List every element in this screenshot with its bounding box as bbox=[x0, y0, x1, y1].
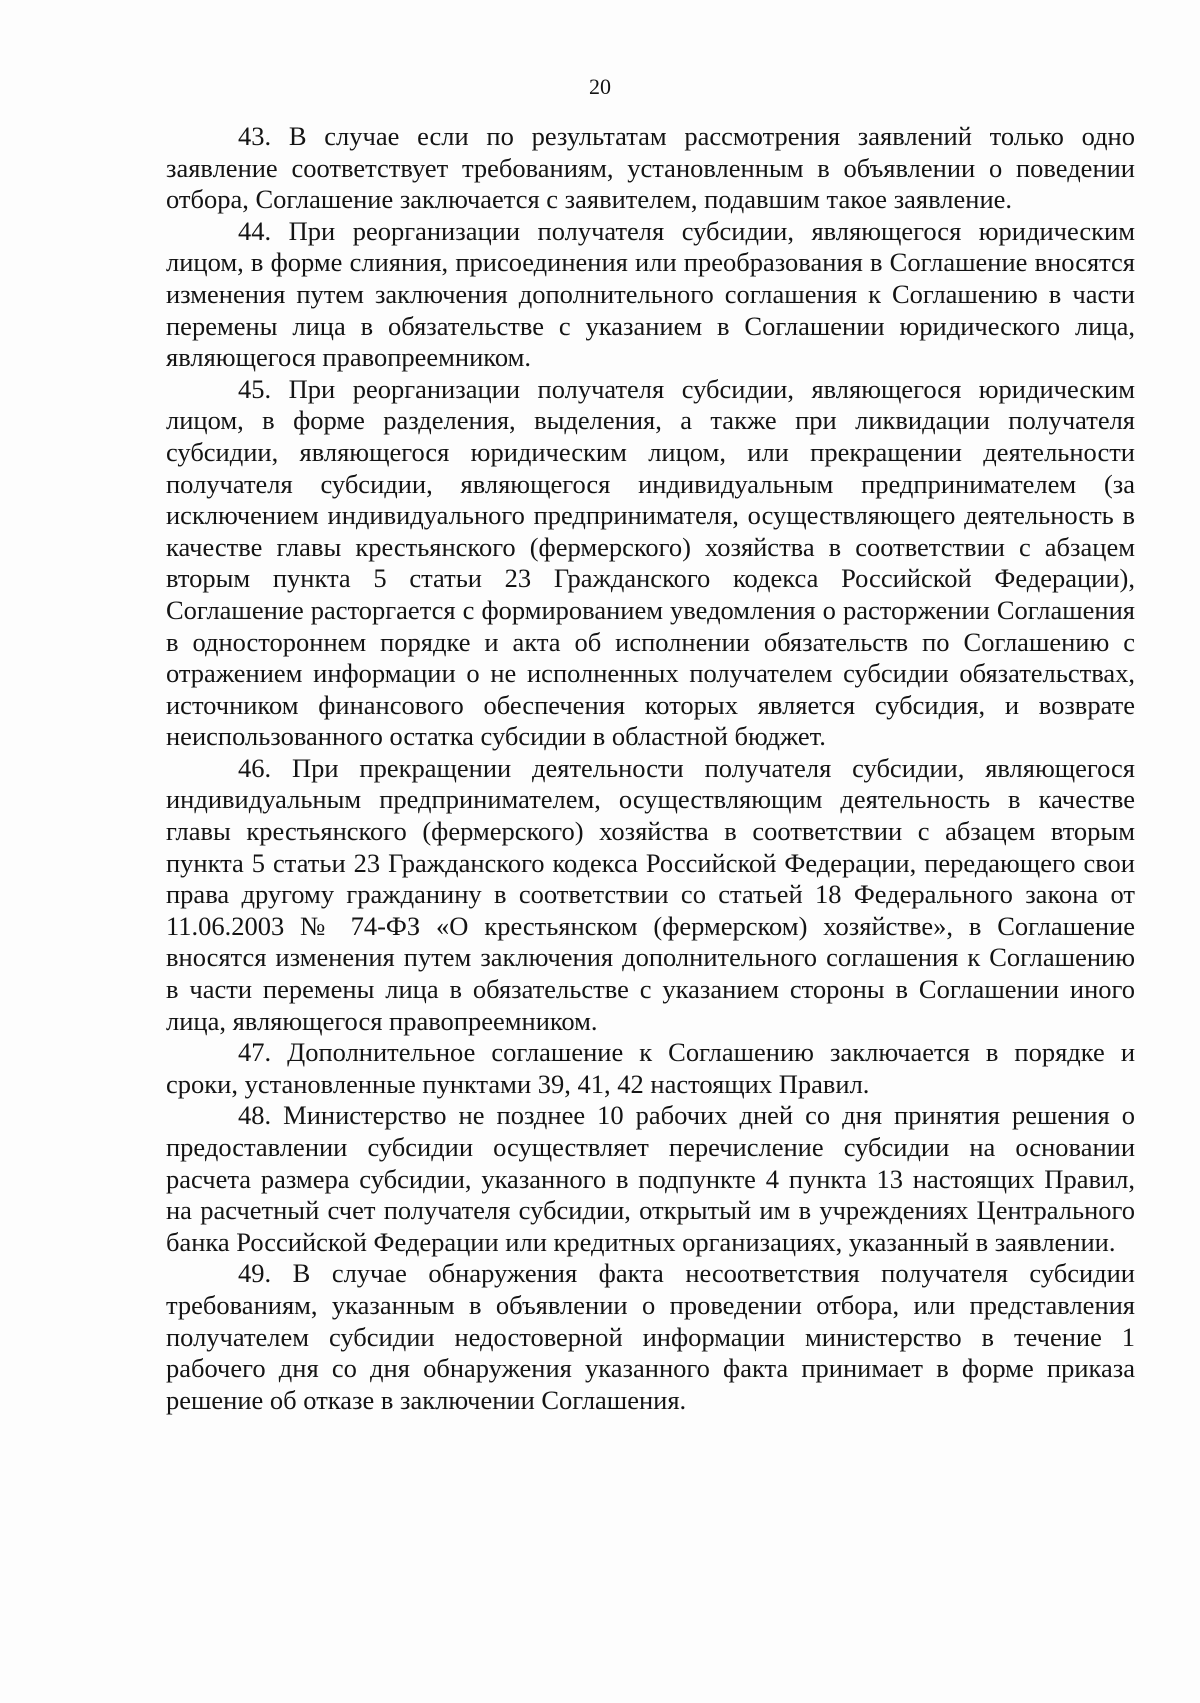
page-number: 20 bbox=[589, 74, 611, 99]
paragraph-44: 44. При реорганизации получателя субсидии, являющегося юридическим лицом, в форме слияния, присоединения или преобразования в Соглашение вносятся изменения путем заключения дополнительного соглашения к Соглашению в части перемены лица в обязательстве с указанием в Соглашении юридического лица, являющегося правопреемником. bbox=[166, 215, 1135, 373]
paragraph-49: 49. В случае обнаружения факта несоответствия получателя субсидии требованиям, указанным в объявлении о проведении отбора, или представления получателем субсидии недостоверной информации министерство в течение 1 рабочего дня со дня обнаружения указанного факта принимает в форме приказа решение об отказе в заключении Соглашения. bbox=[166, 1258, 1135, 1415]
paragraph-45: 45. При реорганизации получателя субсидии, являющегося юридическим лицом, в форме разделения, выделения, а также при ликвидации получателя субсидии, являющегося юридическим лицом, или прекращении деятельности получателя субсидии, являющегося индивидуальным предпринимателем (за исключением индивидуального предпринимателя, осуществляющего деятельность в качестве главы крестьянского (фермерского) хозяйства в соответствии с абзацем вторым пункта 5 статьи 23 Гражданского кодекса Российской Федерации), Соглашение расторгается с формированием уведомления о расторжении Соглашения в одностороннем порядке и акта об исполнении обязательств по Соглашению с отражением информации о не исполненных получателем субсидии обязательствах, источником финансового обеспечения которых является субсидия, и возврате неиспользованного остатка субсидии в областной бюджет. bbox=[166, 373, 1135, 752]
paragraph-47: 47. Дополнительное соглашение к Соглашению заключается в порядке и сроки, установленные пунктами 39, 41, 42 настоящих Правил. bbox=[166, 1037, 1135, 1099]
paragraph-48: 48. Министерство не позднее 10 рабочих дней со дня принятия решения о предоставлении субсидии осуществляет перечисление субсидии на основании расчета размера субсидии, указанного в подпункте 4 пункта 13 настоящих Правил, на расчетный счет получателя субсидии, открытый им в учреждениях Центрального банка Российской Федерации или кредитных организациях, указанный в заявлении. bbox=[166, 1100, 1135, 1257]
paragraph-46: 46. При прекращении деятельности получателя субсидии, являющегося индивидуальным предпринимателем, осуществляющим деятельность в качестве главы крестьянского (фермерского) хозяйства в соответствии с абзацем вторым пункта 5 статьи 23 Гражданского кодекса Российской Федерации, передающего свои права другому гражданину в соответствии со статьей 18 Федерального закона от 11.06.2003 № 74-ФЗ «О крестьянском (фермерском) хозяйстве», в Соглашение вносятся изменения путем заключения дополнительного соглашения к Соглашению в части перемены лица в обязательстве с указанием стороны в Соглашении иного лица, являющегося правопреемником. bbox=[166, 752, 1135, 1036]
paragraph-43: 43. В случае если по результатам рассмотрения заявлений только одно заявление соответствует требованиям, установленным в объявлении о поведении отбора, Соглашение заключается с заявителем, подавшим такое заявление. bbox=[166, 121, 1135, 215]
document-body bbox=[166, 121, 1135, 1416]
